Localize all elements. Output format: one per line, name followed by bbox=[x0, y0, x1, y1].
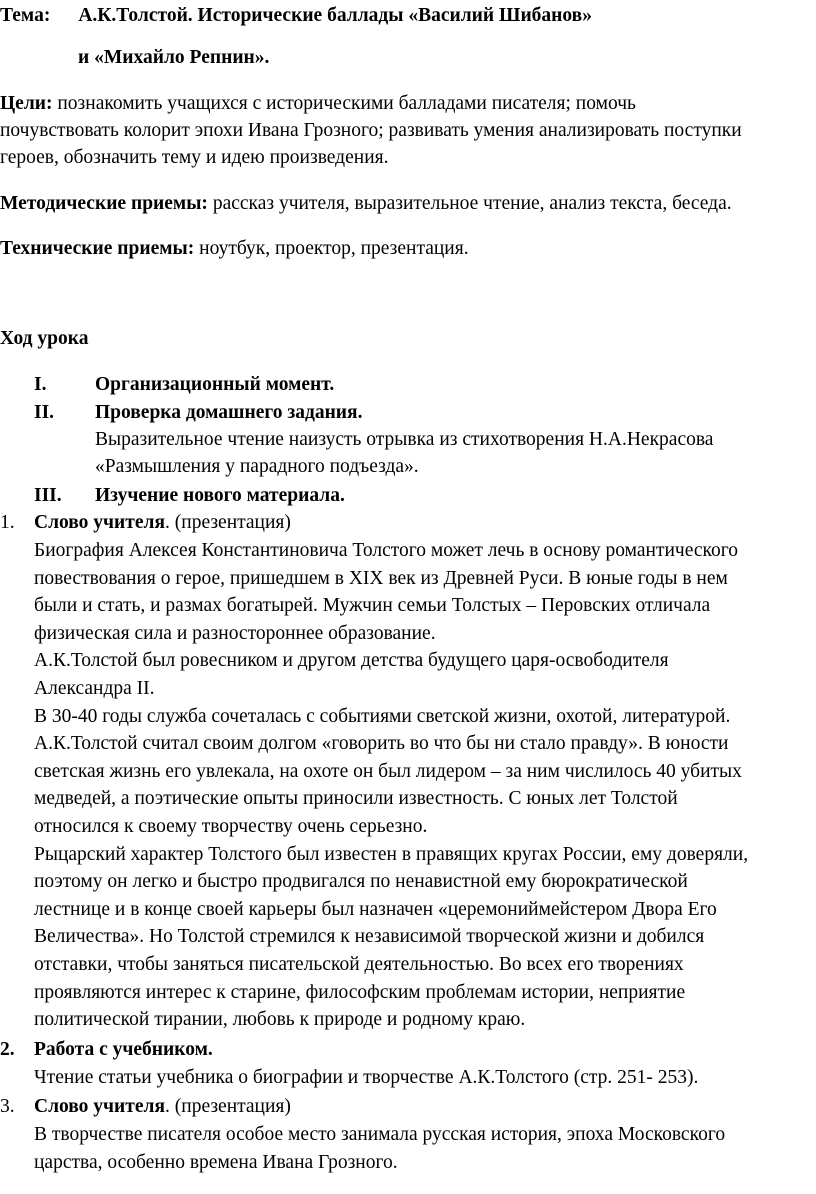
item-1-heading bbox=[34, 511, 291, 535]
goals-line-2 bbox=[0, 119, 742, 143]
item-3-num: 3. bbox=[0, 1096, 15, 1117]
goals-text-1: познакомить учащихся с историческими балладами писателя; помочь bbox=[57, 93, 636, 114]
roman-item-1-text: Организационный момент. bbox=[95, 374, 335, 395]
theme-label: Тема: bbox=[0, 5, 51, 26]
theme-title-2: и «Михайло Репнин». bbox=[78, 47, 270, 68]
item-2-num: 2. bbox=[0, 1039, 15, 1060]
goals-text-3: героев, обозначить тему и идею произведения. bbox=[0, 147, 389, 168]
roman-item-2-num: II. bbox=[34, 402, 55, 423]
item-3-title: Слово учителя bbox=[34, 1096, 166, 1117]
roman-item-2-text: Проверка домашнего задания. bbox=[95, 402, 363, 423]
lesson-title-line bbox=[0, 327, 88, 351]
goals-line-3 bbox=[0, 146, 388, 170]
item-1-body-line: В 30-40 годы служба сочеталась с событиями светской жизни, охотой, литературой. bbox=[34, 705, 731, 727]
item-1-body-line: А.К.Толстой считал своим долгом «говорить во что бы ни стало правду». В юности bbox=[34, 733, 729, 755]
methods-text: рассказ учителя, выразительное чтение, анализ текста, беседа. bbox=[212, 193, 732, 214]
technical-label: Технические приемы: bbox=[0, 238, 195, 259]
item-1-body-line: медведей, а поэтические опыты приносили известность. С юных лет Толстой bbox=[34, 788, 678, 810]
roman-item-3-text: Изучение нового материала. bbox=[95, 485, 345, 506]
item-1-title: Слово учителя bbox=[34, 512, 166, 533]
roman-item-1-num: I. bbox=[34, 374, 47, 395]
item-1-body-line: отставки, чтобы заняться писательской деятельностью. Во всех его творениях bbox=[34, 954, 684, 975]
item-1-body-line: Александра II. bbox=[34, 678, 155, 699]
technical-text: ноутбук, проектор, презентация. bbox=[199, 238, 469, 259]
item-1-body-line: Биография Алексея Константиновича Толстого может лечь в основу романтического bbox=[34, 540, 739, 561]
homework-line-2: «Размышления у парадного подъезда». bbox=[95, 456, 419, 477]
lesson-title: Ход урока bbox=[0, 328, 89, 349]
methods-line bbox=[0, 192, 732, 216]
item-1-body-line: относился к своему творчеству очень серьезно. bbox=[34, 816, 428, 837]
item-1-body-line: Рыцарский характер Толстого был известен в правящих кругах России, ему доверяли, bbox=[34, 843, 749, 865]
item-1-body-line: поэтому он легко и быстро продвигался по ненавистной ему бюрократической bbox=[34, 871, 688, 893]
theme-title: А.К.Толстой. Исторические баллады «Василий Шибанов» bbox=[78, 5, 592, 26]
homework-line-1: Выразительное чтение наизусть отрывка из стихотворения Н.А.Некрасова bbox=[95, 429, 714, 450]
roman-item-3-num: III. bbox=[34, 485, 62, 506]
item-3-heading bbox=[34, 1095, 291, 1119]
item-1-suffix: . (презентация) bbox=[165, 512, 291, 533]
item-3-suffix: . (презентация) bbox=[165, 1096, 291, 1117]
item-3-body-line: царства, особенно времена Ивана Грозного. bbox=[34, 1151, 398, 1173]
item-1-body-line: А.К.Толстой был ровесником и другом детства будущего царя-освободителя bbox=[34, 650, 669, 672]
technical-line bbox=[0, 237, 469, 261]
theme-line bbox=[0, 4, 592, 28]
item-1-body-line: Величества». Но Толстой стремился к независимой творческой жизни и добился bbox=[34, 926, 705, 948]
item-1-body-line: проявляются интерес к старине, философским проблемам истории, неприятие bbox=[34, 981, 686, 1003]
item-1-body-line: повествования о герое, пришедшем в XIX век из Древней Руси. В юные годы в нем bbox=[34, 567, 728, 589]
goals-text-2: почувствовать колорит эпохи Ивана Грозного; развивать умения анализировать поступки bbox=[0, 120, 742, 141]
goals-label: Цели: bbox=[0, 93, 53, 114]
item-1-body-line: политической тирании, любовь к природе и родному краю. bbox=[34, 1009, 526, 1031]
item-2-heading bbox=[34, 1038, 213, 1062]
item-2-text: Чтение статьи учебника о биографии и творчестве А.К.Толстого (стр. 251- 253). bbox=[34, 1067, 699, 1088]
item-1-num: 1. bbox=[0, 512, 15, 533]
item-1-body-line: светская жизнь его увлекала, на охоте он был лидером – за ним числилось 40 убитых bbox=[34, 760, 742, 782]
item-1-body-line: были и стать, и размах богатырей. Мужчин семьи Толстых – Перовских отличала bbox=[34, 595, 711, 617]
item-3-body-line: В творчестве писателя особое место занимала русская история, эпоха Московского bbox=[34, 1124, 726, 1145]
theme-line-2 bbox=[78, 46, 269, 70]
item-1-body-line: физическая сила и разностороннее образование. bbox=[34, 622, 436, 644]
item-1-body-line: лестнице и в конце своей карьеры был назначен «церемониймейстером Двора Его bbox=[34, 898, 717, 920]
methods-label: Методические приемы: bbox=[0, 193, 208, 214]
goals-line-1 bbox=[0, 92, 636, 116]
item-2-title: Работа с учебником. bbox=[34, 1039, 213, 1060]
